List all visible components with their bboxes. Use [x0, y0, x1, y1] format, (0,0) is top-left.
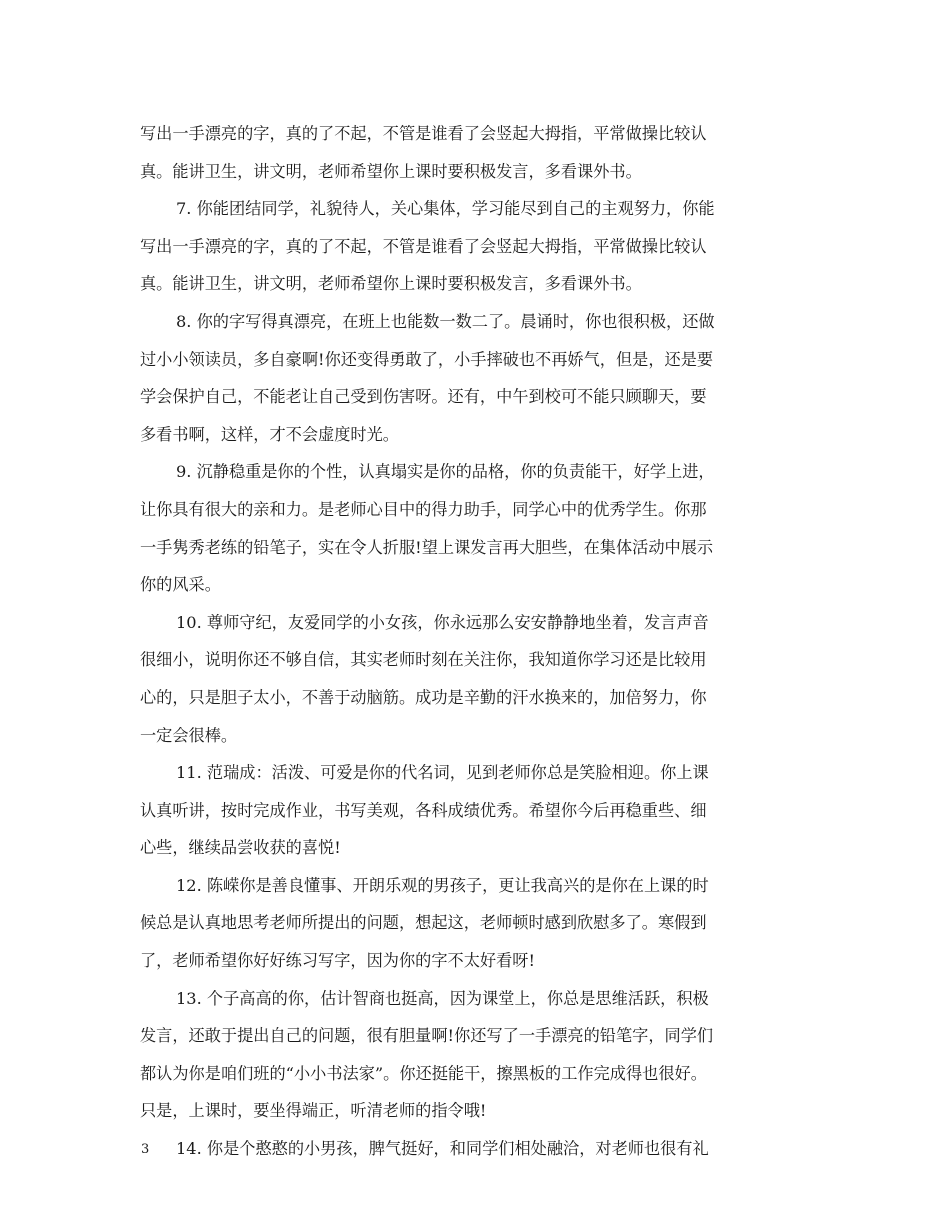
text-line: 发言，还敢于提出自己的问题，很有胆量啊!你还写了一手漂亮的铅笔字，同学们	[140, 1026, 714, 1046]
text-line: 7. 你能团结同学，礼貌待人，关心集体，学习能尽到自己的主观努力，你能	[176, 199, 715, 219]
text-line: 12. 陈嵘你是善良懂事、开朗乐观的男孩子，更让我高兴的是你在上课的时	[176, 875, 709, 895]
text-line: 9. 沉静稳重是你的个性，认真塌实是你的品格，你的负责能干，好学上进，	[176, 462, 715, 482]
text-line: 心的，只是胆子太小，不善于动脑筋。成功是辛勤的汗水换来的，加倍努力，你	[140, 687, 707, 707]
text-line: 一定会很棒。	[140, 725, 238, 745]
text-line: 13. 个子高高的你，估计智商也挺高，因为课堂上，你总是思维活跃，积极	[176, 988, 709, 1008]
text-line: 学会保护自己，不能老让自己受到伤害呀。还有，中午到校可不能只顾聊天，要	[140, 387, 707, 407]
text-line: 让你具有很大的亲和力。是老师心目中的得力助手，同学心中的优秀学生。你那	[140, 499, 707, 519]
text-line: 写出一手漂亮的字，真的了不起，不管是谁看了会竖起大拇指，平常做操比较认	[140, 236, 707, 256]
text-line: 一手隽秀老练的铅笔子，实在令人折服!望上课发言再大胆些，在集体活动中展示	[140, 537, 714, 557]
paragraph-continued	[140, 115, 820, 190]
paragraph-item-13	[140, 980, 820, 1130]
text-line: 只是，上课时，要坐得端正，听清老师的指令哦!	[140, 1101, 487, 1121]
text-line: 都认为你是咱们班的“小小书法家”。你还挺能干，擦黑板的工作完成得也很好。	[140, 1063, 707, 1083]
text-line: 10. 尊师守纪，友爱同学的小女孩，你永远那么安安静静地坐着，发言声音	[176, 612, 709, 632]
text-line: 多看书啊，这样，才不会虚度时光。	[140, 424, 399, 444]
text-line: 14. 你是个憨憨的小男孩，脾气挺好，和同学们相处融洽，对老师也很有礼	[176, 1139, 709, 1159]
text-line: 8. 你的字写得真漂亮，在班上也能数一数二了。晨诵时，你也很积极，还做	[176, 311, 715, 331]
text-line: 写出一手漂亮的字，真的了不起，不管是谁看了会竖起大拇指，平常做操比较认	[140, 124, 707, 143]
paragraph-item-10	[140, 604, 820, 754]
document-body	[140, 115, 820, 1168]
text-line: 了，老师希望你好好练习写字，因为你的字不太好看呀!	[140, 951, 536, 971]
paragraph-item-12	[140, 867, 820, 980]
paragraph-item-8	[140, 303, 820, 453]
text-line: 认真听讲，按时完成作业，书写美观，各科成绩优秀。希望你今后再稳重些、细	[140, 800, 707, 820]
page-number: 3	[141, 1142, 150, 1157]
text-line: 你的风采。	[140, 575, 221, 595]
text-line: 心些，继续品尝收获的喜悦!	[140, 838, 341, 858]
text-line: 11. 范瑞成：活泼、可爱是你的代名词，见到老师你总是笑脸相迎。你上课	[176, 763, 709, 783]
text-line: 过小小领读员，多自豪啊!你还变得勇敢了，小手摔破也不再娇气，但是，还是要	[140, 349, 714, 369]
paragraph-item-11	[140, 754, 820, 867]
text-line: 候总是认真地思考老师所提出的问题，想起这，老师顿时感到欣慰多了。寒假到	[140, 913, 707, 933]
text-line: 真。能讲卫生，讲文明，老师希望你上课时要积极发言，多看课外书。	[140, 274, 642, 294]
text-line: 真。能讲卫生，讲文明，老师希望你上课时要积极发言，多看课外书。	[140, 161, 642, 181]
paragraph-item-14	[140, 1130, 820, 1168]
text-line: 很细小，说明你还不够自信，其实老师时刻在关注你，我知道你学习还是比较用	[140, 650, 707, 670]
paragraph-item-9	[140, 453, 820, 603]
paragraph-item-7	[140, 190, 820, 303]
